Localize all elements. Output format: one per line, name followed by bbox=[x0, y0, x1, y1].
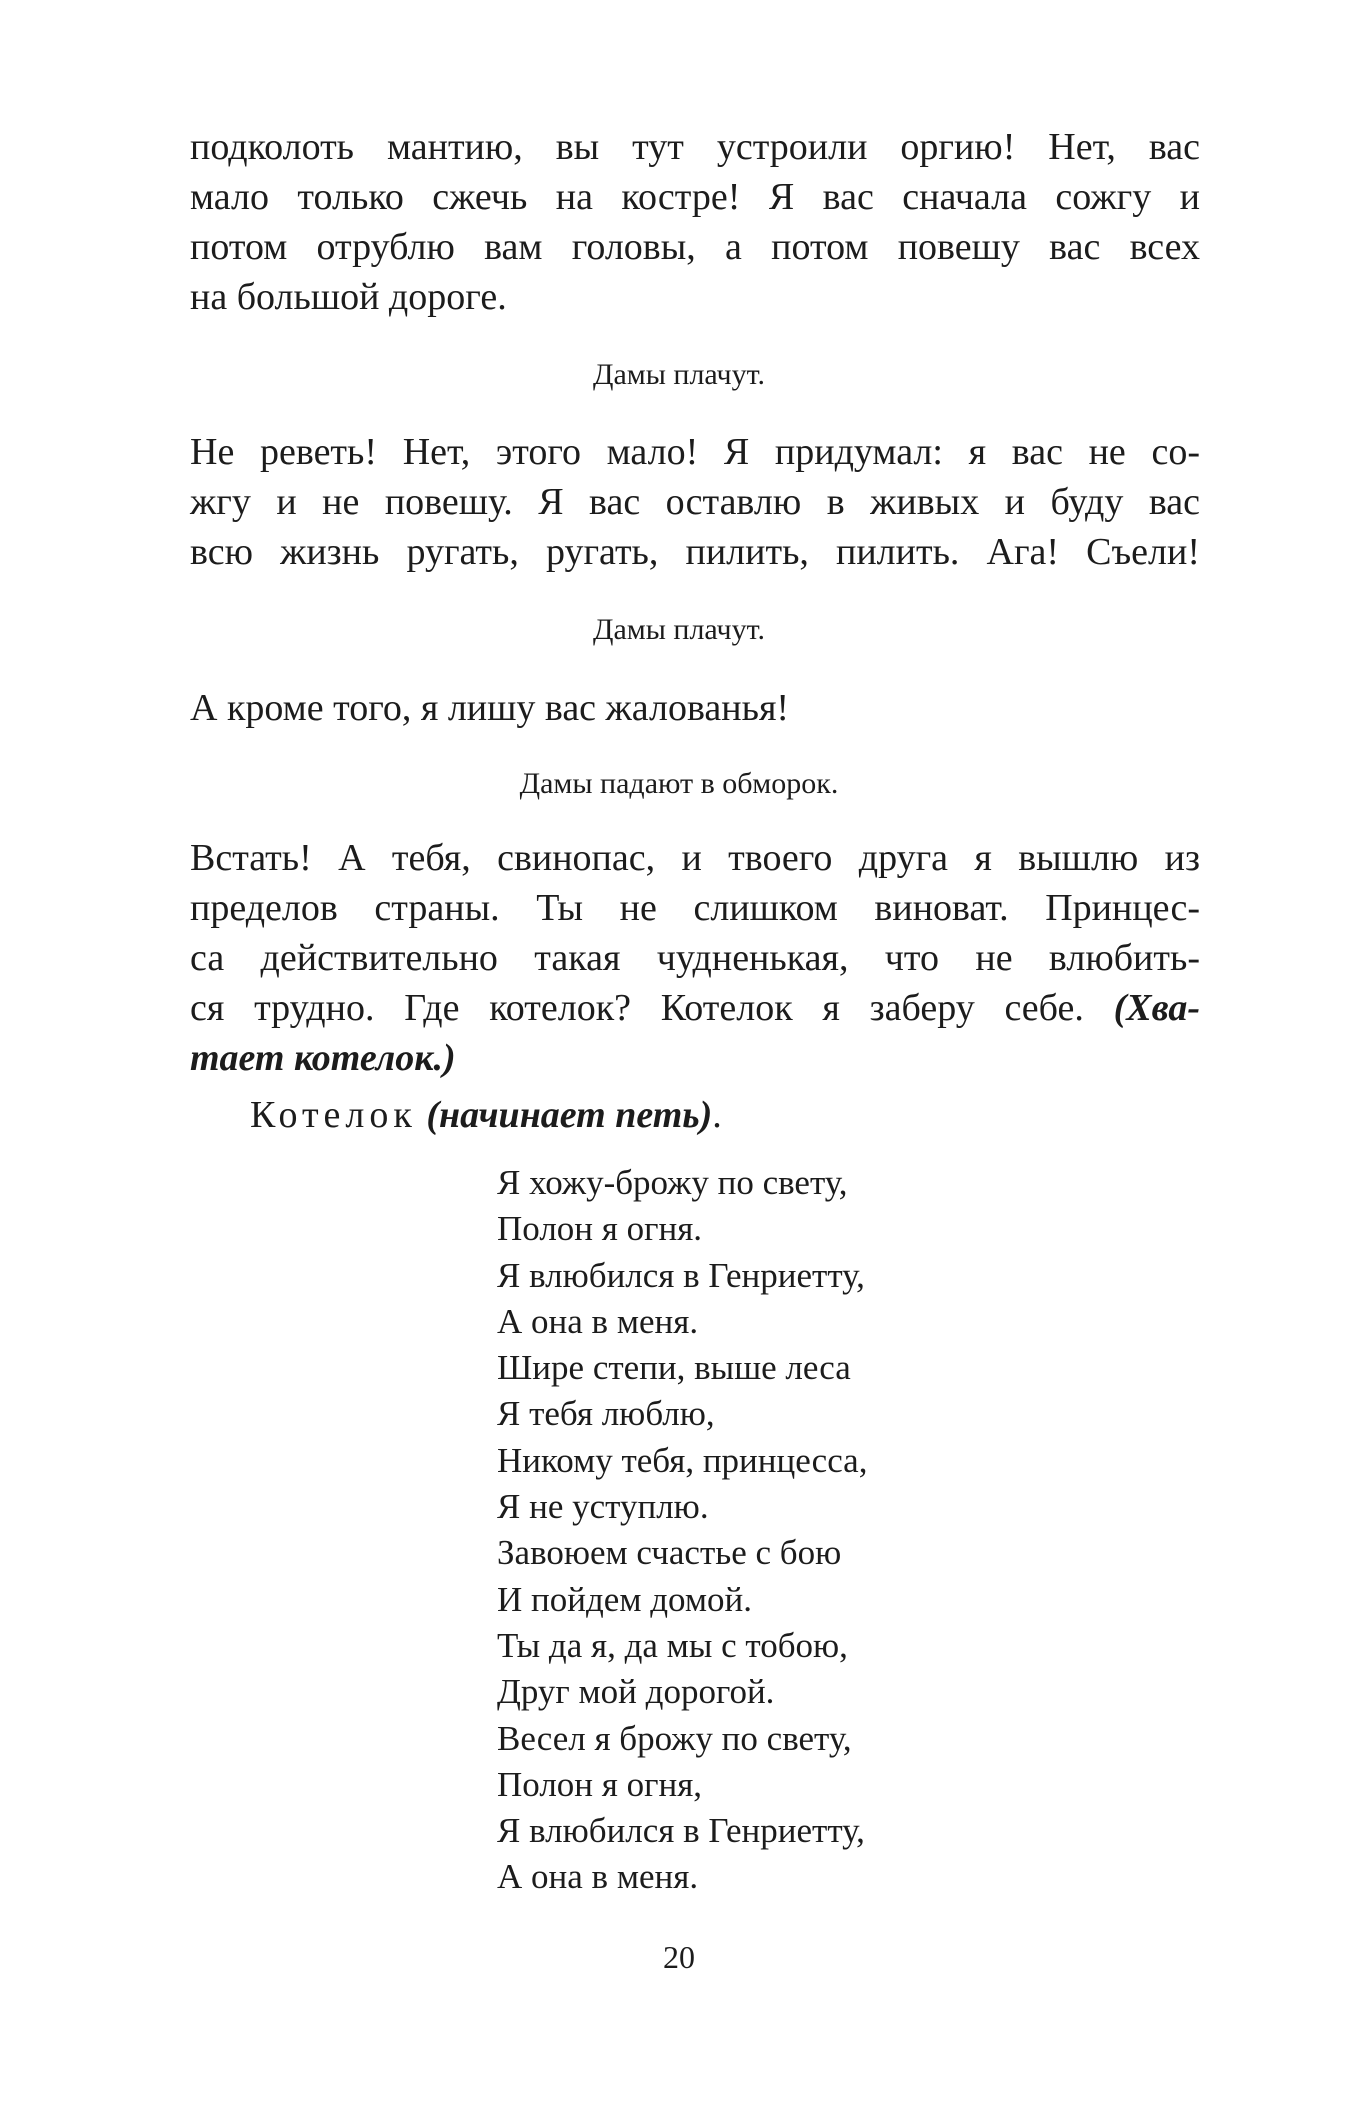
verse-line: А она в меня. bbox=[497, 1857, 699, 1897]
text-line: потом отрублю вам головы, а потом повешу вас всех bbox=[190, 226, 1200, 268]
speaker-name: Котелок bbox=[250, 1094, 417, 1136]
text-line: мало только сжечь на костре! Я вас сначала сожгу и bbox=[190, 176, 1200, 218]
text-segment: ся трудно. Где котелок? Котелок я заберу себе. bbox=[190, 987, 1084, 1029]
verse-line: Я тебя люблю, bbox=[497, 1394, 715, 1434]
verse-line: Весел я брожу по свету, bbox=[497, 1718, 852, 1758]
text-line: А кроме того, я лишу вас жалованья! bbox=[190, 687, 790, 729]
song-verse bbox=[497, 1160, 867, 1901]
text-line: подколоть мантию, вы тут устроили оргию! Нет, вас bbox=[190, 126, 1200, 168]
stage-remark: тает котелок.) bbox=[190, 1037, 456, 1079]
text-line: жгу и не повешу. Я вас оставлю в живых и буду вас bbox=[190, 481, 1200, 523]
text-line: са действительно такая чудненькая, что не влюбить- bbox=[190, 937, 1200, 979]
text-line: на большой дороге. bbox=[190, 276, 507, 318]
verse-line: Полон я огня. bbox=[497, 1209, 703, 1249]
verse-line: Я не уступлю. bbox=[497, 1487, 709, 1527]
verse-line: И пойдем домой. bbox=[497, 1579, 752, 1619]
text-line bbox=[190, 983, 1200, 1033]
paragraph-2 bbox=[190, 427, 1200, 577]
stage-direction-3: Дамы падают в обморок. bbox=[519, 767, 839, 800]
speaker-line bbox=[250, 1090, 722, 1140]
paragraph-1 bbox=[190, 122, 1200, 322]
verse-line: А она в меня. bbox=[497, 1301, 699, 1341]
speaker-trailing: . bbox=[712, 1094, 722, 1136]
verse-line: Никому тебя, принцесса, bbox=[497, 1440, 868, 1480]
verse-line: Ты да я, да мы с тобою, bbox=[497, 1625, 848, 1665]
stage-remark: (Хва- bbox=[1113, 987, 1200, 1029]
verse-line: Я влюбился в Генриетту, bbox=[497, 1255, 865, 1295]
verse-line: Друг мой дорогой. bbox=[497, 1672, 775, 1712]
speaker-remark: (начинает петь) bbox=[426, 1094, 713, 1136]
paragraph-3 bbox=[190, 683, 1200, 733]
verse-line: Полон я огня, bbox=[497, 1764, 703, 1804]
text-line: Встать! А тебя, свинопас, и твоего друга я вышлю из bbox=[190, 837, 1200, 879]
stage-direction-1: Дамы плачут. bbox=[592, 358, 765, 391]
verse-line: Завоюем счастье с бою bbox=[497, 1533, 842, 1573]
verse-line: Я влюбился в Генриетту, bbox=[497, 1811, 865, 1851]
verse-line: Шире степи, выше леса bbox=[497, 1348, 851, 1388]
verse-line: Я хожу-брожу по свету, bbox=[497, 1163, 848, 1202]
page-number: 20 bbox=[663, 1939, 695, 1975]
paragraph-4 bbox=[190, 833, 1200, 1083]
text-line: Не реветь! Нет, этого мало! Я придумал: я вас не со- bbox=[190, 431, 1200, 473]
stage-direction-2: Дамы плачут. bbox=[592, 613, 765, 646]
text-line bbox=[190, 1033, 1200, 1083]
text-line: всю жизнь ругать, ругать, пилить, пилить. Ага! Съели! bbox=[190, 531, 1200, 573]
text-line: пределов страны. Ты не слишком виноват. Принцес- bbox=[190, 887, 1200, 929]
